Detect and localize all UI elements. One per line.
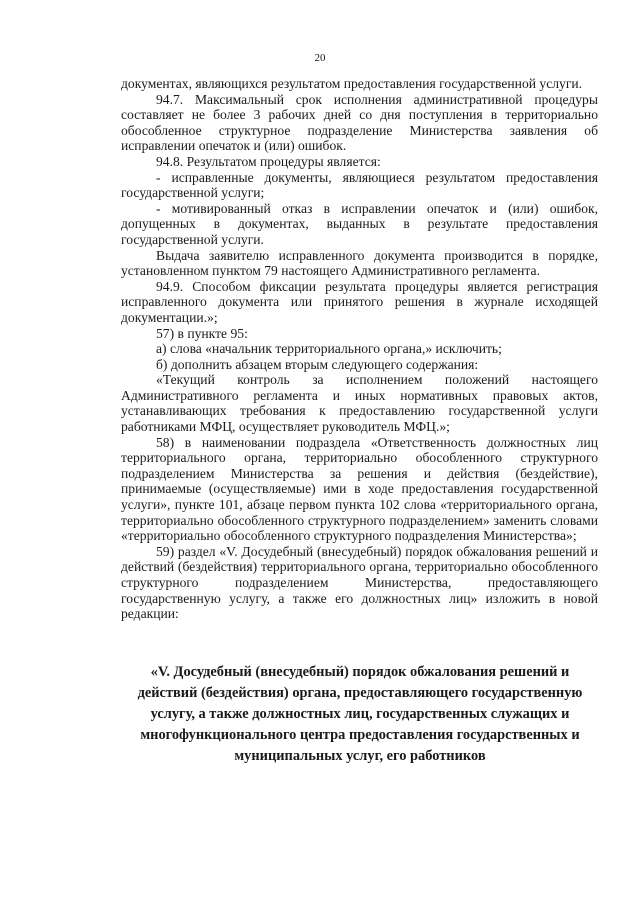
paragraph: 58) в наименовании подраздела «Ответственность должностных лиц территориального органа, территориально обособленного структурного подразделением Министерства за решения и действия (бездействие), принимаемые (осуществляемые) ими в ходе предоставления государственной услуги», пункте 101, абзаце первом пункта 102 слова «территориального органа, территориально обособленного структурного подразделением» заменить словами «территориально обособленного структурного подразделения Министерства»; xyxy=(121,434,598,544)
paragraph: - исправленные документы, являющиеся результатом предоставления государственной услуги; xyxy=(121,169,598,201)
section-title: «V. Досудебный (внесудебный) порядок обжалования решений и действий (бездействия) органа, предоставляющего государственную услугу, а также должностных лиц, государственных служащих и многофункционального центра предоставления государственных и муниципальных услуг, его работников xyxy=(137,664,583,764)
paragraph: 94.9. Способом фиксации результата процедуры является регистрация исправленного документа или принятого решения в журнале исходящей документации.»; xyxy=(121,278,598,325)
paragraph: Выдача заявителю исправленного документа производится в порядке, установленном пунктом 79 настоящего Административного регламента. xyxy=(121,247,598,279)
paragraph: «Текущий контроль за исполнением положений настоящего Административного регламента и иных нормативных правовых актов, устанавливающих требования к предоставлению государственной услуги работниками МФЦ, осуществляет руководитель МФЦ.»; xyxy=(121,372,598,435)
paragraph: 94.8. Результатом процедуры является: xyxy=(156,153,381,169)
paragraph: б) дополнить абзацем вторым следующего содержания: xyxy=(156,356,479,372)
paragraph: а) слова «начальник территориального органа,» исключить; xyxy=(156,341,502,357)
document-body xyxy=(121,76,598,622)
paragraph: - мотивированный отказ в исправлении опечаток и (или) ошибок, допущенных в документах, выданных в результате предоставления государственной услуги. xyxy=(121,200,598,247)
paragraph: документах, являющихся результатом предоставления государственной услуги. xyxy=(121,76,583,91)
paragraph: 59) раздел «V. Досудебный (внесудебный) порядок обжалования решений и действий (бездействия) территориального органа, территориально обособленного структурного подразделением Министерства, предоставляющего государственную услугу, а также его должностных лиц» изложить в новой редакции: xyxy=(121,543,598,622)
paragraph: 94.7. Максимальный срок исполнения административной процедуры составляет не более 3 рабочих дней со дня поступления в территориально обособленное структурное подразделение Министерства заявления об исправлении опечаток и (или) ошибок. xyxy=(121,91,598,154)
paragraph: 57) в пункте 95: xyxy=(156,325,248,341)
page-number: 20 xyxy=(314,52,326,64)
